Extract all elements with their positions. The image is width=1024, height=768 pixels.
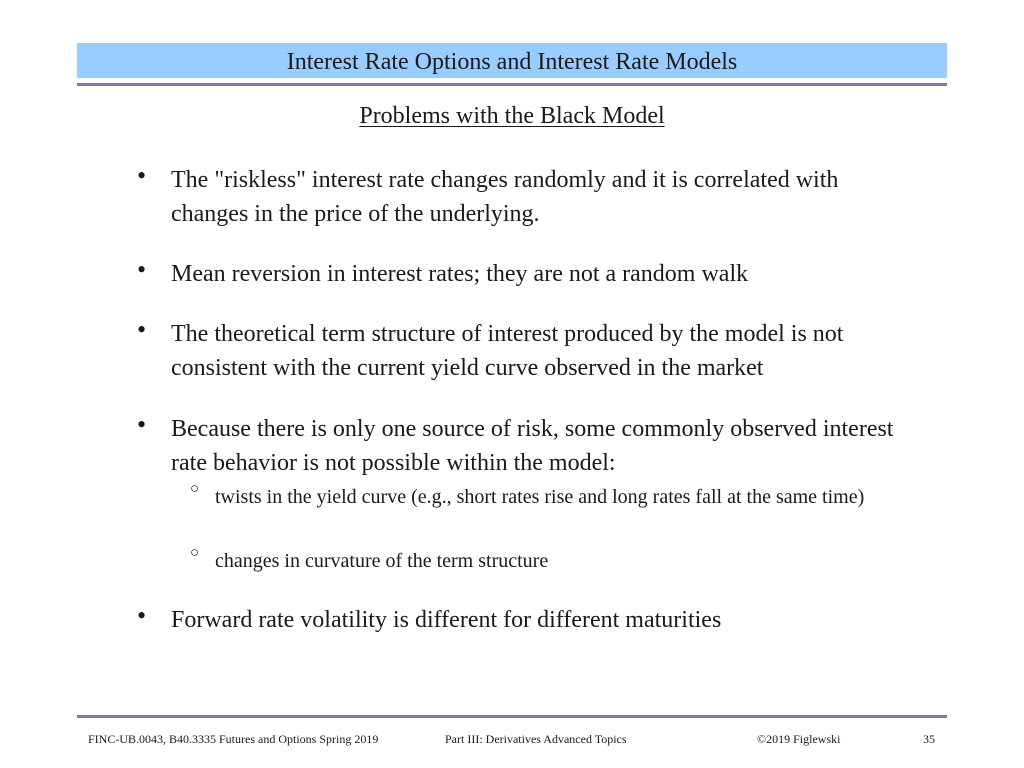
sub-bullet-text: twists in the yield curve (e.g., short rates rise and long rates fall at the same time) [215, 486, 865, 508]
top-divider [77, 83, 947, 86]
bullet-text: Mean reversion in interest rates; they are not a random walk [171, 261, 749, 287]
bullet-dot-icon: • [137, 410, 147, 439]
footer-part: Part III: Derivatives Advanced Topics [445, 732, 627, 746]
bottom-divider [77, 715, 947, 718]
bullet-dot-icon: • [137, 315, 147, 344]
bullet-dot-icon: • [137, 161, 147, 190]
footer-copyright: ©2019 Figlewski [757, 732, 841, 746]
slide-subtitle [0, 102, 1024, 130]
circle-bullet-icon: ○ [190, 481, 200, 497]
bullet-text: The theoretical term structure of interest produced by the model is not consistent with the current yield curve observed in the market [171, 321, 844, 381]
bullet-text: The "riskless" interest rate changes randomly and it is correlated with changes in the price of the underlying. [171, 167, 839, 227]
footer-course: FINC-UB.0043, B40.3335 Futures and Options Spring 2019 [88, 732, 379, 746]
bullet-dot-icon: • [137, 255, 147, 284]
bullet-text: Because there is only one source of risk, some commonly observed interest rate behavior is not possible within the model: [171, 416, 894, 476]
circle-bullet-icon: ○ [190, 545, 200, 561]
subtitle-text: Problems with the Black Model [359, 103, 665, 129]
slide-title: Interest Rate Options and Interest Rate Models [286, 48, 738, 75]
page-number: 35 [923, 732, 935, 746]
slide-title-bar [77, 43, 947, 78]
bullet-dot-icon: • [137, 601, 147, 630]
bullet-text: Forward rate volatility is different for different maturities [171, 607, 722, 633]
sub-bullet-text: changes in curvature of the term structure [215, 550, 549, 572]
